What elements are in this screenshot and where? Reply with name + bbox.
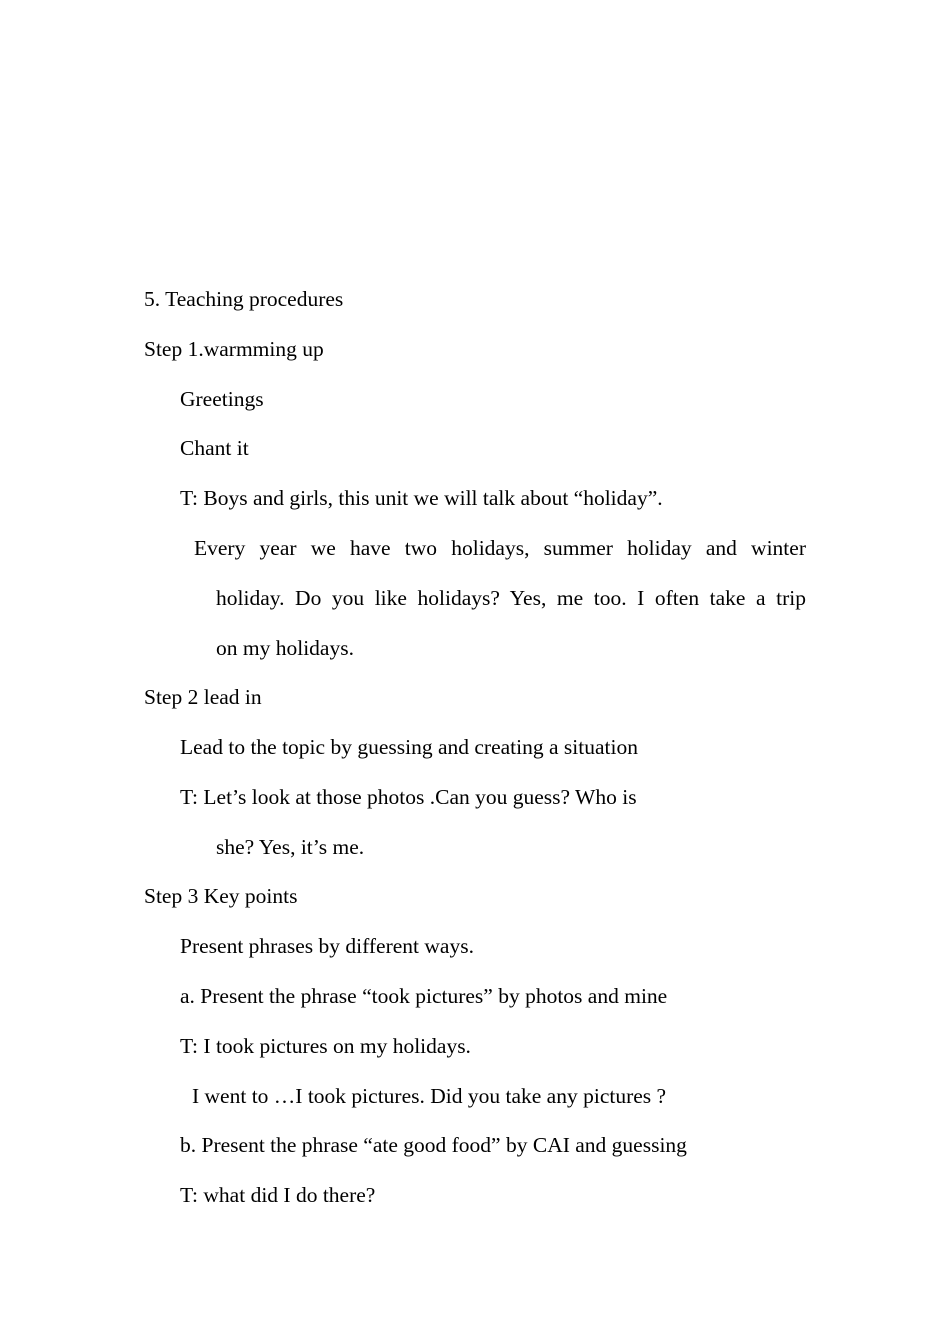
step3-heading: Step 3 Key points	[144, 884, 298, 908]
step3-item-present: Present phrases by different ways.	[180, 934, 474, 958]
step3-item-teacher-line: T: I took pictures on my holidays.	[180, 1034, 471, 1058]
step3-item-a: a. Present the phrase “took pictures” by photos and mine	[180, 984, 668, 1008]
step1-item-chant: Chant it	[180, 436, 249, 460]
step1-heading: Step 1.warmming up	[144, 337, 324, 361]
step2-continuation: she? Yes, it’s me.	[216, 835, 365, 859]
step1-paragraph-line3: on my holidays.	[216, 636, 354, 660]
step1-paragraph-line2: holiday. Do you like holidays? Yes, me too. I often take a trip	[216, 586, 806, 610]
step1-item-teacher-line: T: Boys and girls, this unit we will talk about “holiday”.	[180, 486, 663, 510]
step1-item-greetings: Greetings	[180, 387, 264, 411]
section-title: 5. Teaching procedures	[144, 287, 344, 311]
step3-indented-line: I went to …I took pictures. Did you take any pictures ?	[192, 1084, 667, 1108]
step2-heading: Step 2 lead in	[144, 685, 262, 709]
step3-item-teacher-question: T: what did I do there?	[180, 1183, 376, 1207]
step3-item-b: b. Present the phrase “ate good food” by CAI and guessing	[180, 1133, 687, 1157]
step1-paragraph-line1: Every year we have two holidays, summer holiday and winter	[194, 536, 806, 560]
step2-item-teacher-line: T: Let’s look at those photos .Can you guess? Who is	[180, 785, 637, 809]
step2-item-lead: Lead to the topic by guessing and creating a situation	[180, 735, 638, 759]
